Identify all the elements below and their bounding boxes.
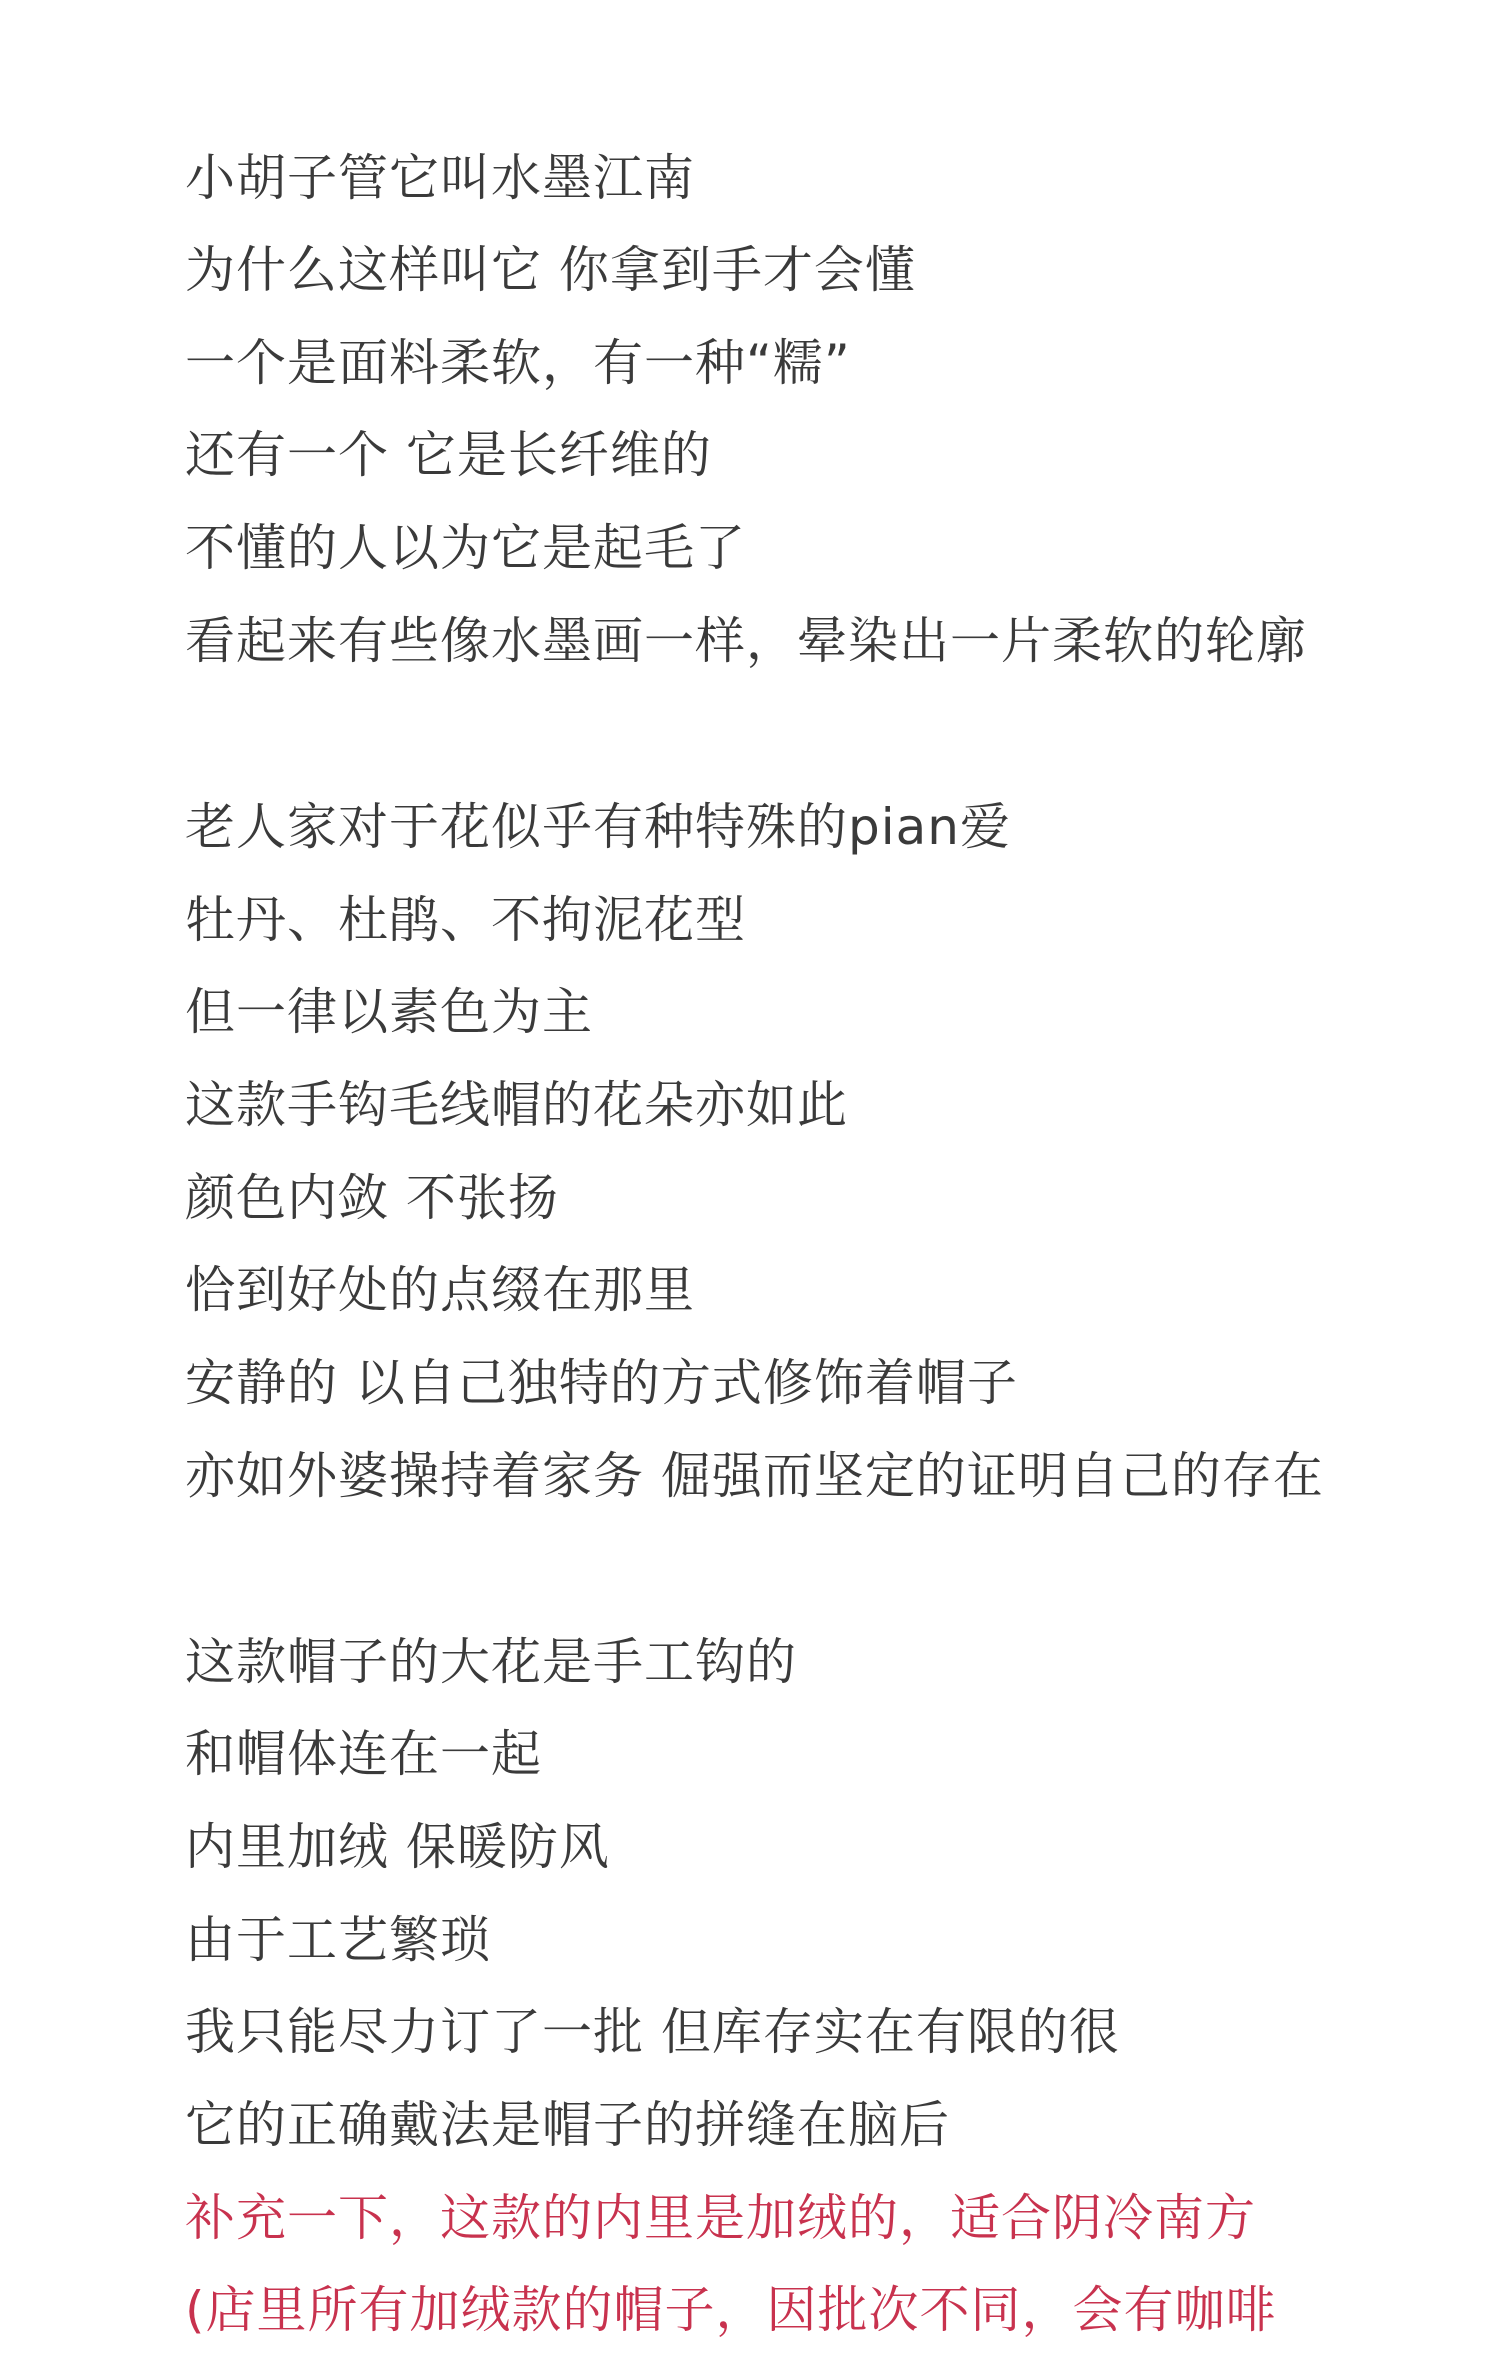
text-line: 由于工艺繁琐 xyxy=(185,1911,491,1969)
text-line: 恰到好处的点缀在那里 xyxy=(185,1261,695,1319)
text-line: 内里加绒 保暖防风 xyxy=(185,1818,610,1876)
text-line: 颜色内敛 不张扬 xyxy=(185,1169,559,1227)
highlight-text-line: 补充一下，这款的内里是加绒的，适合阴冷南方 xyxy=(185,2189,1256,2247)
text-line: 一个是面料柔软，有一种“糯” xyxy=(185,334,851,392)
text-line: 看起来有些像水墨画一样，晕染出一片柔软的轮廓 xyxy=(185,612,1307,670)
text-line: 为什么这样叫它 你拿到手才会懂 xyxy=(185,241,916,299)
text-line: 这款手钩毛线帽的花朵亦如此 xyxy=(185,1076,848,1134)
text-line: 小胡子管它叫水墨江南 xyxy=(185,149,695,207)
text-line: 我只能尽力订了一批 但库存实在有限的很 xyxy=(185,2003,1120,2061)
text-line: 这款帽子的大花是手工钩的 xyxy=(185,1633,797,1691)
text-line: 还有一个 它是长纤维的 xyxy=(185,426,712,484)
text-line: 不懂的人以为它是起毛了 xyxy=(185,519,746,577)
text-line: 安静的 以自己独特的方式修饰着帽子 xyxy=(185,1354,1018,1412)
text-line: 但一律以素色为主 xyxy=(185,983,593,1041)
text-line: 牡丹、杜鹃、不拘泥花型 xyxy=(185,891,746,949)
text-line: 老人家对于花似乎有种特殊的pian爱 xyxy=(185,798,1011,856)
text-line: 和帽体连在一起 xyxy=(185,1725,542,1783)
text-line: 它的正确戴法是帽子的拼缝在脑后 xyxy=(185,2096,950,2154)
page-scrollbar[interactable] xyxy=(1494,0,1500,2322)
highlight-text-line: (店里所有加绒款的帽子，因批次不同，会有咖啡 xyxy=(185,2281,1277,2339)
text-line: 亦如外婆操持着家务 倔强而坚定的证明自己的存在 xyxy=(185,1447,1324,1505)
